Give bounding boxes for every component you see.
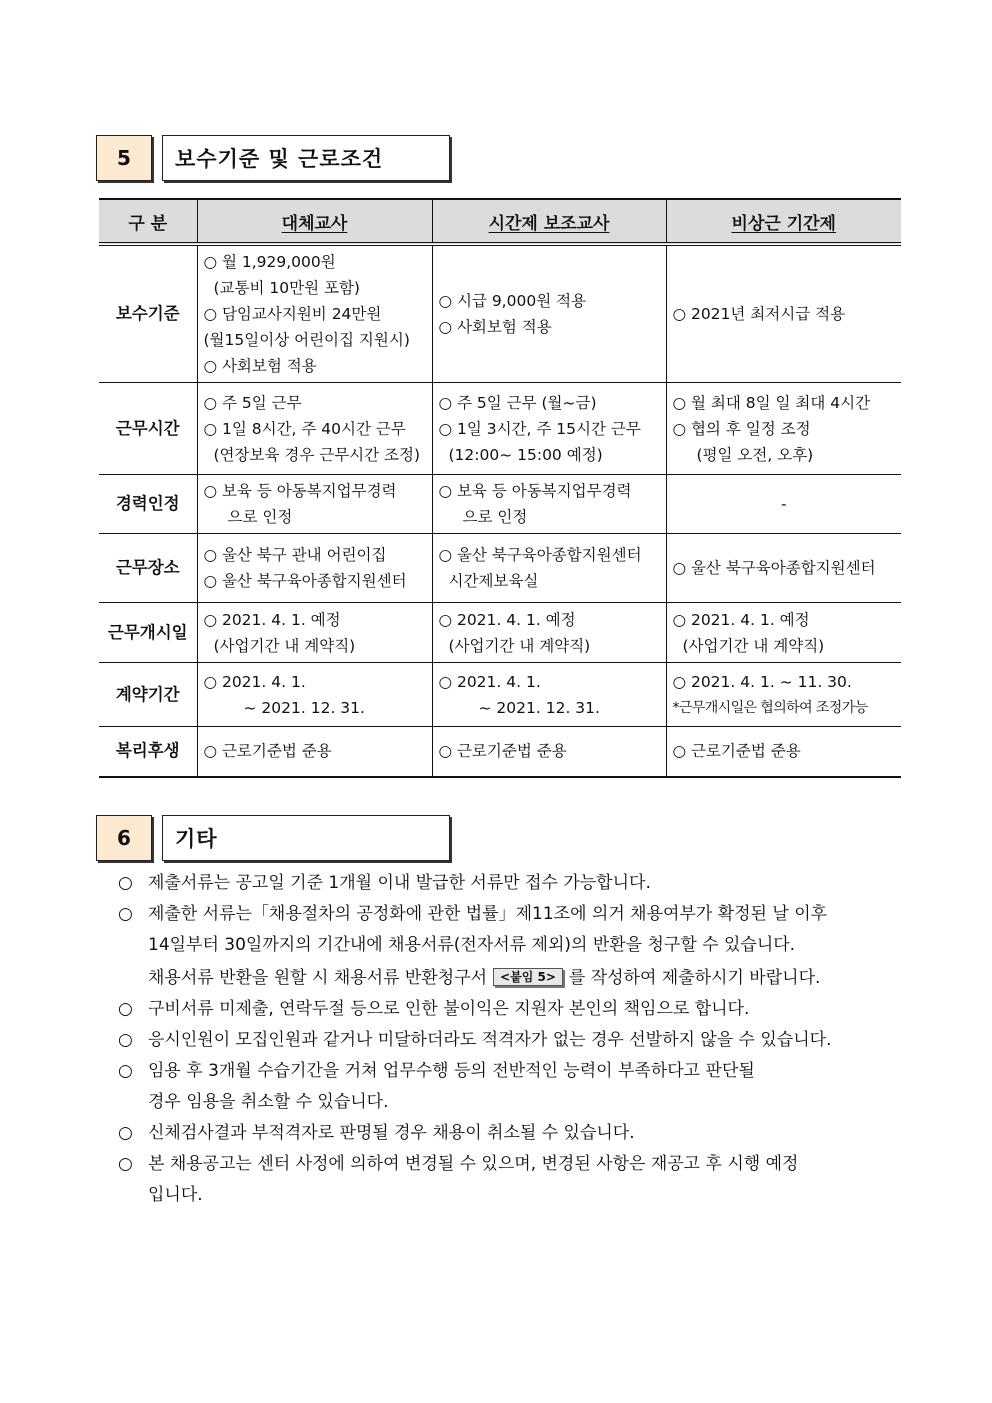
section-title: 기타 [162,815,450,861]
header-substitute-teacher: 대체교사 [197,199,432,244]
header-nonregular-term: 비상근 기간제 [666,199,901,244]
table-cell: ○ 시급 9,000원 적용 ○ 사회보험 적용 [432,244,666,383]
row-label: 계약기간 [99,663,197,727]
header-category: 구 분 [99,199,197,244]
table-cell: ○ 주 5일 근무 (월~금) ○ 1일 3시간, 주 15시간 근무 (12:00~ 15:00 예정) [432,383,666,475]
section-5-header [96,135,450,181]
list-item: ○ 구비서류 미제출, 연락두절 등으로 인한 불이익은 지원자 본인의 책임으로 합니다. [118,999,750,1019]
attachment-badge: <붙임 5> [493,968,563,986]
section-6-header [96,815,450,861]
row-label: 경력인정 [99,475,197,534]
table-cell: ○ 울산 북구 관내 어린이집 ○ 울산 북구육아종합지원센터 [197,534,432,603]
table-cell: ○ 2021. 4. 1. ~ 11. 30. *근무개시일은 협의하여 조정가능 [666,663,901,727]
list-item: ○ 제출서류는 공고일 기준 1개월 이내 발급한 서류만 접수 가능합니다. [118,873,651,893]
list-item: ○ 임용 후 3개월 수습기간을 거쳐 업무수행 등의 전반적인 능력이 부족하다고 판단될 경우 임용을 취소할 수 있습니다. [118,1061,755,1112]
table-cell: ○ 2021. 4. 1. 예정 (사업기간 내 계약직) [197,603,432,663]
row-label: 근무시간 [99,383,197,475]
table-cell: ○ 2021. 4. 1. ~ 2021. 12. 31. [197,663,432,727]
section-number: 6 [96,815,152,861]
list-item: ○ 제출한 서류는「채용절차의 공정화에 관한 법률」제11조에 의거 채용여부가 확정된 날 이후 14일부터 30일까지의 기간내에 채용서류(전자서류 제외)의 반환을 청구할 수 있습니다. 채용서류 반환을 원할 시 채용서류 반환청구서 <붙임 5> 를 작성하여 제출하시기 바랍니다. [118,904,828,988]
table-cell: ○ 근로기준법 준용 [432,727,666,777]
table-row [99,603,901,663]
list-item: ○ 본 채용공고는 센터 사정에 의하여 변경될 수 있으며, 변경된 사항은 재공고 후 시행 예정 입니다. [118,1154,799,1205]
row-label: 근무개시일 [99,603,197,663]
table-cell: ○ 주 5일 근무 ○ 1일 8시간, 주 40시간 근무 (연장보육 경우 근무시간 조정) [197,383,432,475]
table-cell: - [666,475,901,534]
table-header-row [99,199,901,244]
header-parttime-assistant: 시간제 보조교사 [432,199,666,244]
row-label: 보수기준 [99,244,197,383]
list-item: ○ 신체검사결과 부적격자로 판명될 경우 채용이 취소될 수 있습니다. [118,1123,635,1143]
table-row [99,534,901,603]
section-title: 보수기준 및 근로조건 [162,135,450,181]
table-cell: ○ 2021. 4. 1. 예정 (사업기간 내 계약직) [432,603,666,663]
list-item: ○ 응시인원이 모집인원과 같거나 미달하더라도 적격자가 없는 경우 선발하지 않을 수 있습니다. [118,1030,832,1050]
table-row [99,663,901,727]
table-cell: ○ 월 1,929,000원 (교통비 10만원 포함) ○ 담임교사지원비 24만원 (월15일이상 어린이집 지원시) ○ 사회보험 적용 [197,244,432,383]
row-label: 근무장소 [99,534,197,603]
table-cell: ○ 울산 북구육아종합지원센터 시간제보육실 [432,534,666,603]
table-row [99,244,901,383]
table-cell: ○ 월 최대 8일 일 최대 4시간 ○ 협의 후 일정 조정 (평일 오전, 오후) [666,383,901,475]
table-row [99,475,901,534]
table-cell: ○ 보육 등 아동복지업무경력 으로 인정 [197,475,432,534]
table-cell: ○ 근로기준법 준용 [666,727,901,777]
row-label: 복리후생 [99,727,197,777]
table-cell: ○ 2021. 4. 1. ~ 2021. 12. 31. [432,663,666,727]
table-cell: ○ 울산 북구육아종합지원센터 [666,534,901,603]
table-cell: ○ 근로기준법 준용 [197,727,432,777]
table-row [99,727,901,777]
section-number: 5 [96,135,152,181]
conditions-table [99,198,901,778]
table-row [99,383,901,475]
table-cell: ○ 2021. 4. 1. 예정 (사업기간 내 계약직) [666,603,901,663]
table-cell: ○ 2021년 최저시급 적용 [666,244,901,383]
notes-list [118,868,908,1211]
table-cell: ○ 보육 등 아동복지업무경력 으로 인정 [432,475,666,534]
